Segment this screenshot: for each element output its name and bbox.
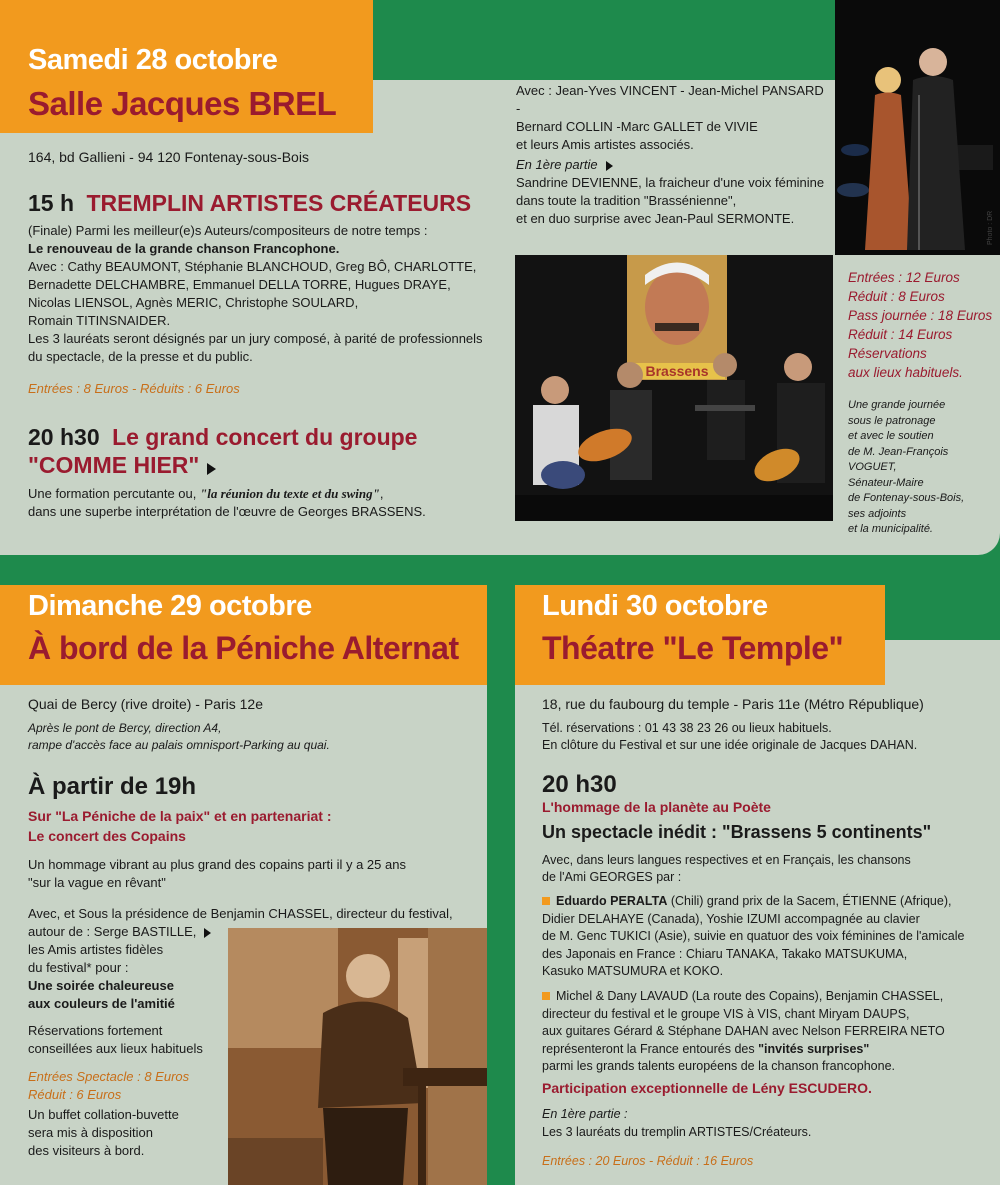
intro-line: Avec, dans leurs langues respectives et en Français, les chansons <box>542 853 911 867</box>
sunday-hommage <box>28 856 406 892</box>
band-illustration <box>515 255 833 521</box>
tremplin-line: Les 3 lauréats seront désignés par un jury composé, à parité de professionnels <box>28 331 483 346</box>
price-line: Réduit : 8 Euros <box>848 289 945 304</box>
play-arrow-icon <box>606 161 613 171</box>
saturday-day: Samedi 28 octobre <box>28 44 278 76</box>
members-line: Bernard COLLIN -Marc GALLET de VIVIE <box>516 119 758 134</box>
man-at-table-photo <box>228 928 487 1185</box>
directions-line: rampe d'accès face au palais omnisport-Parking au quai. <box>28 738 330 752</box>
tremplin-line: Nicolas LIENSOL, Agnès MERIC, Christophe SOULARD, <box>28 295 359 310</box>
monday-hommage: L'hommage de la planète au Poète <box>542 799 771 815</box>
monday-day: Lundi 30 octobre <box>542 590 768 622</box>
poster-text: Brassens <box>645 363 709 379</box>
patronage-line: de Fontenay-sous-Bois, <box>848 492 965 504</box>
block2-line: aux guitares Gérard & Stéphane DAHAN avec Nelson FERREIRA NETO <box>542 1024 945 1038</box>
monday-prices: Entrées : 20 Euros - Réduit : 16 Euros <box>542 1154 754 1168</box>
tremplin-prices: Entrées : 8 Euros - Réduits : 6 Euros <box>28 381 240 396</box>
avec-line: les Amis artistes fidèles <box>28 942 164 957</box>
patronage-line: Une grande journée <box>848 399 946 411</box>
saturday-venue: Salle Jacques BREL <box>28 85 337 122</box>
concert-time: 20 h30 <box>28 424 100 450</box>
concert-group-name: "COMME HIER" <box>28 452 200 478</box>
monday-block-1 <box>542 893 997 981</box>
avec-line: du festival* pour : <box>28 960 129 975</box>
patronage-line: de M. Jean-François VOGUET, <box>848 445 949 473</box>
play-arrow-icon <box>204 928 211 938</box>
info-line: En clôture du Festival et sur une idée originale de Jacques DAHAN. <box>542 738 918 752</box>
sunday-prices <box>28 1068 189 1104</box>
monday-title: Un spectacle inédit : "Brassens 5 continents" <box>542 822 932 842</box>
avec-line: autour de : Serge BASTILLE, <box>28 924 197 939</box>
tremplin-heading <box>28 189 471 217</box>
tremplin-line: Romain TITINSNAIDER. <box>28 313 171 328</box>
directions-line: Après le pont de Bercy, direction A4, <box>28 721 222 735</box>
sunday-directions <box>28 720 330 754</box>
photo-credit: Photo : DR <box>987 210 994 245</box>
hommage-line: Un hommage vibrant au plus grand des copains parti il y a 25 ans <box>28 857 406 872</box>
block1-line: Kasuko MATSUMURA et KOKO. <box>542 964 724 978</box>
concert-heading <box>28 423 417 479</box>
tremplin-title: TREMPLIN ARTISTES CRÉATEURS <box>86 190 472 216</box>
concert-title: Le grand concert du groupe <box>112 424 418 450</box>
bullet-square <box>542 897 550 905</box>
price-line: Pass journée : 18 Euros <box>848 308 993 323</box>
patronage-line: et avec le soutien <box>848 430 934 442</box>
tremplin-line: Avec : Cathy BEAUMONT, Stéphanie BLANCHOUD, Greg BÔ, CHARLOTTE, <box>28 259 477 274</box>
tremplin-line: du spectacle, de la presse et du public. <box>28 349 253 364</box>
patronage-line: ses adjoints <box>848 507 907 520</box>
monday-venue: Théatre "Le Temple" <box>542 630 844 666</box>
sunday-soiree <box>28 977 175 1013</box>
sunday-address-text: Quai de Bercy (rive droite) - Paris 12e <box>28 696 263 712</box>
block1-name: Eduardo PERALTA <box>556 894 668 908</box>
price-line: Réduit : 14 Euros <box>848 327 953 342</box>
concert-desc-text: Une formation percutante ou, <box>28 486 200 501</box>
patronage <box>848 398 998 538</box>
reservations-line: conseillées aux lieux habituels <box>28 1041 203 1056</box>
members-line: et leurs Amis artistes associés. <box>516 137 694 152</box>
price-line: aux lieux habituels. <box>848 365 963 380</box>
tremplin-description <box>28 222 498 366</box>
price-line: Réservations <box>848 346 927 361</box>
buffet-line: Un buffet collation-buvette <box>28 1107 179 1122</box>
block2-text: Michel & Dany LAVAUD (La route des Copains), Benjamin CHASSEL, <box>556 989 944 1003</box>
buffet-line: des visiteurs à bord. <box>28 1143 145 1158</box>
concert-description: Une formation percutante ou, "la réunion du texte et du swing", dans une superbe interprétation de l'œuvre de Georges BRASSENS. <box>28 485 498 521</box>
first-part <box>516 156 831 228</box>
tremplin-line: Bernadette DELCHAMBRE, Emmanuel DELLA TORRE, Hugues DRAYE, <box>28 277 451 292</box>
bullet-square <box>542 992 550 1000</box>
patronage-line: sous le patronage <box>848 414 936 427</box>
singers-photo <box>835 0 1000 255</box>
block1-line: Didier DELAHAYE (Canada), Yoshie IZUMI accompagnée au clavier <box>542 911 920 926</box>
members-line: Avec : Jean-Yves VINCENT - Jean-Michel PANSARD - <box>516 83 824 116</box>
laureats-line: Les 3 lauréats du tremplin ARTISTES/Créateurs. <box>542 1124 812 1139</box>
tremplin-time: 15 h <box>28 190 75 216</box>
first-part-label: En 1ère partie : <box>542 1107 628 1121</box>
monday-address: 18, rue du faubourg du temple - Paris 11e (Métro République) <box>542 696 924 712</box>
saturday-address: 164, bd Gallieni - 94 120 Fontenay-sous-Bois <box>28 149 309 165</box>
monday-first-part <box>542 1106 811 1141</box>
block1-line: des Japonais en France : Chiaru TANAKA, Takako MATSUKUMA, <box>542 946 908 961</box>
avec-line: Avec, et Sous la présidence de Benjamin CHASSEL, directeur du festival, <box>28 906 453 921</box>
block2-line: parmi les grands talents européens de la chanson francophone. <box>542 1059 896 1073</box>
first-part-line: et en duo surprise avec Jean-Paul SERMONTE. <box>516 211 795 226</box>
concert-desc-text: dans une superbe interprétation de l'œuvre de Georges BRASSENS. <box>28 504 426 519</box>
sunday-price-line: Entrées Spectacle : 8 Euros <box>28 1069 190 1084</box>
subtitle-line: Le concert des Copains <box>28 828 186 844</box>
play-arrow-icon <box>207 463 216 475</box>
first-part-label: En 1ère partie <box>516 157 598 172</box>
price-line: Entrées : 12 Euros <box>848 270 960 285</box>
first-part-line: Sandrine DEVIENNE, la fraicheur d'une voix féminine <box>516 175 825 190</box>
tremplin-line: (Finale) Parmi les meilleur(e)s Auteurs/compositeurs de notre temps : <box>28 223 428 238</box>
sunday-venue: À bord de la Péniche Alternat <box>28 630 459 666</box>
intro-line: de l'Ami GEORGES par : <box>542 870 682 884</box>
monday-info <box>542 720 917 754</box>
singers-illustration <box>835 0 1000 255</box>
sunday-day: Dimanche 29 octobre <box>28 590 312 622</box>
saturday-prices <box>848 268 998 382</box>
block2-line: directeur du festival et le groupe VIS à VIS, chant Miryam DAUPS, <box>542 1006 910 1021</box>
monday-intro <box>542 852 911 886</box>
soiree-line: aux couleurs de l'amitié <box>28 996 175 1011</box>
concert-quote: "la réunion du texte et du swing" <box>200 486 380 501</box>
subtitle-line: Sur "La Péniche de la paix" et en partenariat : <box>28 808 332 824</box>
block2-text: représenteront la France entourés des <box>542 1041 759 1056</box>
block1-line: de M. Genc TUKICI (Asie), suivie en quatuor des voix féminines de l'amicale <box>542 929 965 943</box>
sunday-price-line: Réduit : 6 Euros <box>28 1087 122 1102</box>
reservations-line: Réservations fortement <box>28 1023 163 1038</box>
monday-participation: Participation exceptionnelle de Lény ESCUDERO. <box>542 1080 872 1096</box>
soiree-line: Une soirée chaleureuse <box>28 978 174 993</box>
block2-bold: "invités surprises" <box>758 1041 870 1056</box>
info-line: Tél. réservations : 01 43 38 23 26 ou lieux habituels. <box>542 721 832 735</box>
sunday-time: À partir de 19h <box>28 773 197 800</box>
sunday-subtitle <box>28 806 331 846</box>
sunday-buffet <box>28 1106 179 1160</box>
band-photo <box>515 255 833 521</box>
block1-text: (Chili) grand prix de la Sacem, ÉTIENNE (Afrique), <box>667 894 952 908</box>
patronage-line: et la municipalité. <box>848 523 933 535</box>
sunday-reservations <box>28 1022 203 1058</box>
sunday-address <box>28 695 263 713</box>
patronage-line: Sénateur-Maire <box>848 476 924 489</box>
tremplin-line: Le renouveau de la grande chanson Francophone. <box>28 241 340 256</box>
monday-block-2 <box>542 988 997 1076</box>
concert-members <box>516 82 831 154</box>
buffet-line: sera mis à disposition <box>28 1125 153 1140</box>
monday-time: 20 h30 <box>542 771 617 798</box>
sepia-illustration <box>228 928 487 1185</box>
first-part-line: dans toute la tradition "Brassénienne", <box>516 193 737 208</box>
hommage-line: "sur la vague en rêvant" <box>28 875 166 890</box>
